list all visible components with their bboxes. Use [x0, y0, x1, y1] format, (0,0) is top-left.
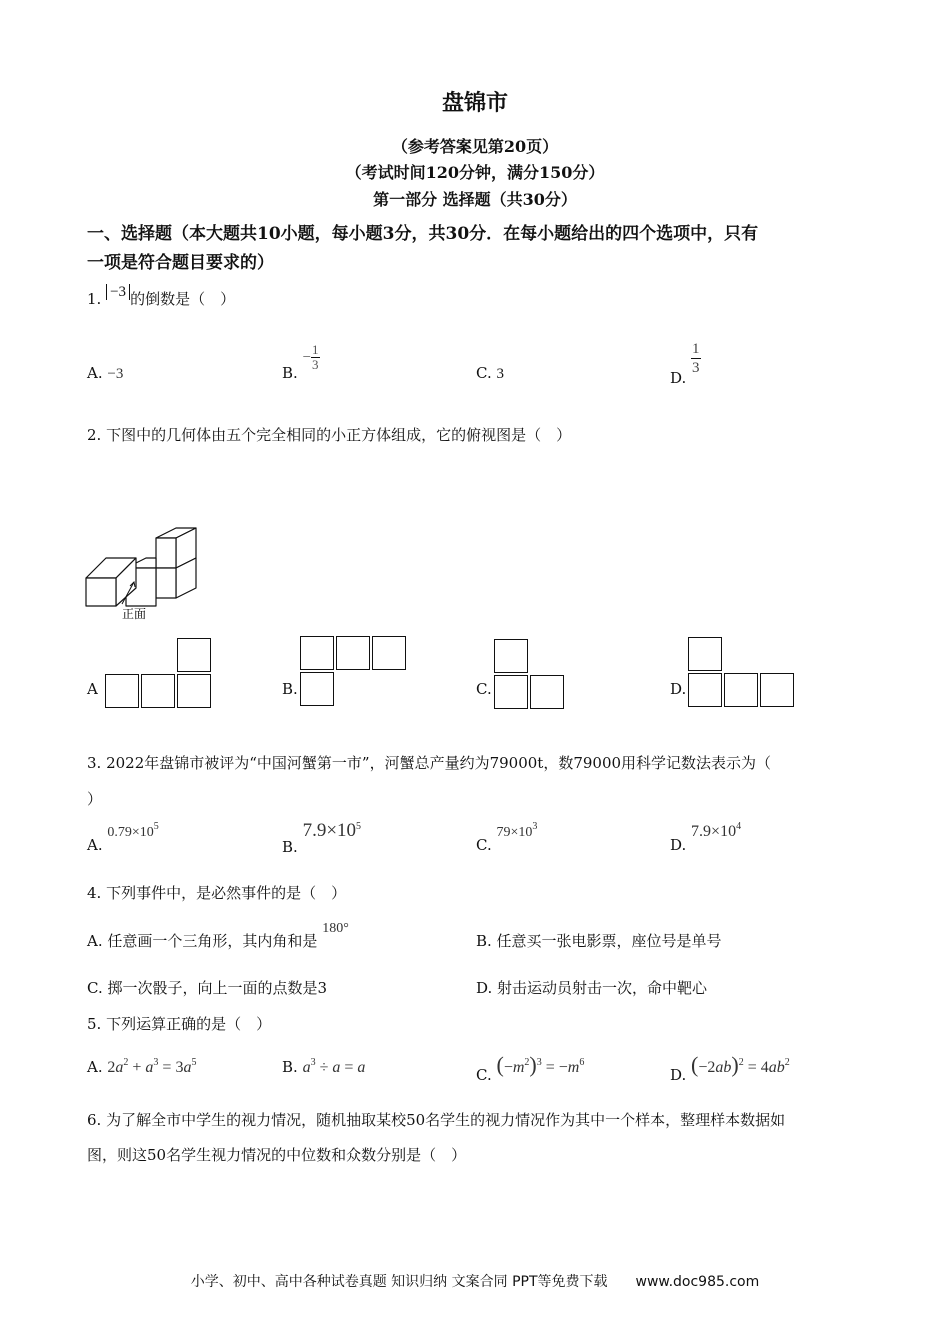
q2-option-b-view[interactable] — [300, 636, 410, 710]
grid-cell — [177, 638, 211, 672]
grid-cell — [372, 636, 406, 670]
q3-option-d[interactable]: D. $7.9\times 10^4$ — [670, 821, 742, 854]
question-3-line2: ） — [87, 790, 103, 808]
q5-option-d[interactable]: D. $(-2ab)^2 = 4ab^2$ — [670, 1052, 790, 1084]
q5-option-b[interactable]: B. $a^3 \div a = a$ — [282, 1057, 366, 1076]
fraction-one-third: $\frac{1}{3}$ — [692, 341, 700, 376]
q4-option-d[interactable]: D. 射击运动员射击一次，命中靶心 — [476, 979, 708, 997]
q2-option-a-label[interactable]: A — [87, 680, 98, 698]
q2-option-d-view[interactable] — [688, 637, 798, 711]
abs-value-expression: −3 — [106, 284, 130, 300]
front-label: 正面 — [122, 607, 147, 621]
question-2: 2. 下图中的几何体由五个完全相同的小正方体组成，它的俯视图是（ ） — [87, 426, 572, 444]
expression-c: $(-m^2)^3 = -m^6$ — [496, 1052, 585, 1077]
q1-option-d[interactable]: D. $\frac{1}{3}$ — [670, 341, 700, 387]
question-1-number: 1. — [87, 290, 102, 308]
q2-option-d-label[interactable]: D. — [670, 680, 687, 698]
question-1 — [87, 284, 236, 309]
grid-cell — [530, 675, 564, 709]
q1-option-c[interactable]: C. 3 — [476, 364, 504, 382]
answer-reference: （参考答案见第20页） — [391, 137, 559, 156]
grid-cell — [494, 639, 528, 673]
q2-option-b-label[interactable]: B. — [282, 680, 298, 698]
q1-option-b[interactable]: B. − $\frac{1}{3}$ — [282, 342, 319, 382]
exam-info: （考试时间120分钟，满分150分） — [345, 163, 605, 182]
grid-cell — [141, 674, 175, 708]
q4-option-c[interactable]: C. 掷一次骰子，向上一面的点数是3 — [87, 979, 328, 997]
q5-option-c[interactable]: C. $(-m^2)^3 = -m^6$ — [476, 1052, 585, 1084]
expression-b: $a^3 \div a = a$ — [302, 1057, 366, 1076]
question-4: 4. 下列事件中，是必然事件的是（ ） — [87, 884, 347, 902]
page-title: 盘锦市 — [441, 90, 508, 116]
grid-cell — [688, 673, 722, 707]
q3-option-b[interactable]: B. $7.9\times 10^5$ — [282, 820, 362, 856]
grid-cell — [300, 672, 334, 706]
grid-cell — [494, 675, 528, 709]
grid-cell — [688, 637, 722, 671]
expression-d: $(-2ab)^2 = 4ab^2$ — [691, 1052, 790, 1077]
section-heading-line1: 一、选择题（本大题共10小题，每小题3分，共30分．在每小题给出的四个选项中，只有 — [87, 224, 759, 244]
question-3-line1: 3. 2022年盘锦市被评为“中国河蟹第一市”，河蟹总产量约为79000t，数79000用科学记数法表示为（ — [87, 754, 772, 772]
question-6-line1: 6. 为了解全市中学生的视力情况，随机抽取某校50名学生的视力情况作为其中一个样本，整理样本数据如 — [87, 1111, 786, 1129]
grid-cell — [336, 636, 370, 670]
q2-option-c-label[interactable]: C. — [476, 680, 492, 698]
page-footer: 小学、初中、高中各种试卷真题 知识归纳 文案合同 PPT等免费下载 www.doc985.com — [190, 1274, 760, 1290]
section-heading-line2: 一项是符合题目要求的） — [87, 253, 274, 273]
q2-option-c-view[interactable] — [494, 639, 568, 713]
q2-option-a-view[interactable] — [105, 638, 215, 712]
q4-option-b[interactable]: B. 任意买一张电影票，座位号是单号 — [476, 932, 722, 950]
cube-solid-figure — [84, 526, 204, 624]
q5-option-a[interactable]: A. $2a^2 + a^3 = 3a^5$ — [87, 1057, 197, 1076]
q4-option-a[interactable]: A. 任意画一个三角形，其内角和是 180° — [87, 921, 349, 950]
q3-option-c[interactable]: C. $79\times 10^3$ — [476, 821, 538, 854]
question-6-line2: 图，则这50名学生视力情况的中位数和众数分别是（ ） — [87, 1146, 467, 1164]
fraction-one-third: $\frac{1}{3}$ — [312, 342, 319, 372]
grid-cell — [177, 674, 211, 708]
grid-cell — [105, 674, 139, 708]
question-1-text: 的倒数是（ ） — [130, 290, 236, 308]
q1-option-a[interactable]: A. −3 — [87, 364, 124, 382]
expression-a: $2a^2 + a^3 = 3a^5$ — [107, 1057, 197, 1076]
q3-option-a[interactable]: A. $0.79\times 10^5$ — [87, 821, 159, 854]
grid-cell — [760, 673, 794, 707]
part-title: 第一部分 选择题（共30分） — [373, 190, 577, 209]
grid-cell — [300, 636, 334, 670]
question-5: 5. 下列运算正确的是（ ） — [87, 1015, 272, 1033]
grid-cell — [724, 673, 758, 707]
